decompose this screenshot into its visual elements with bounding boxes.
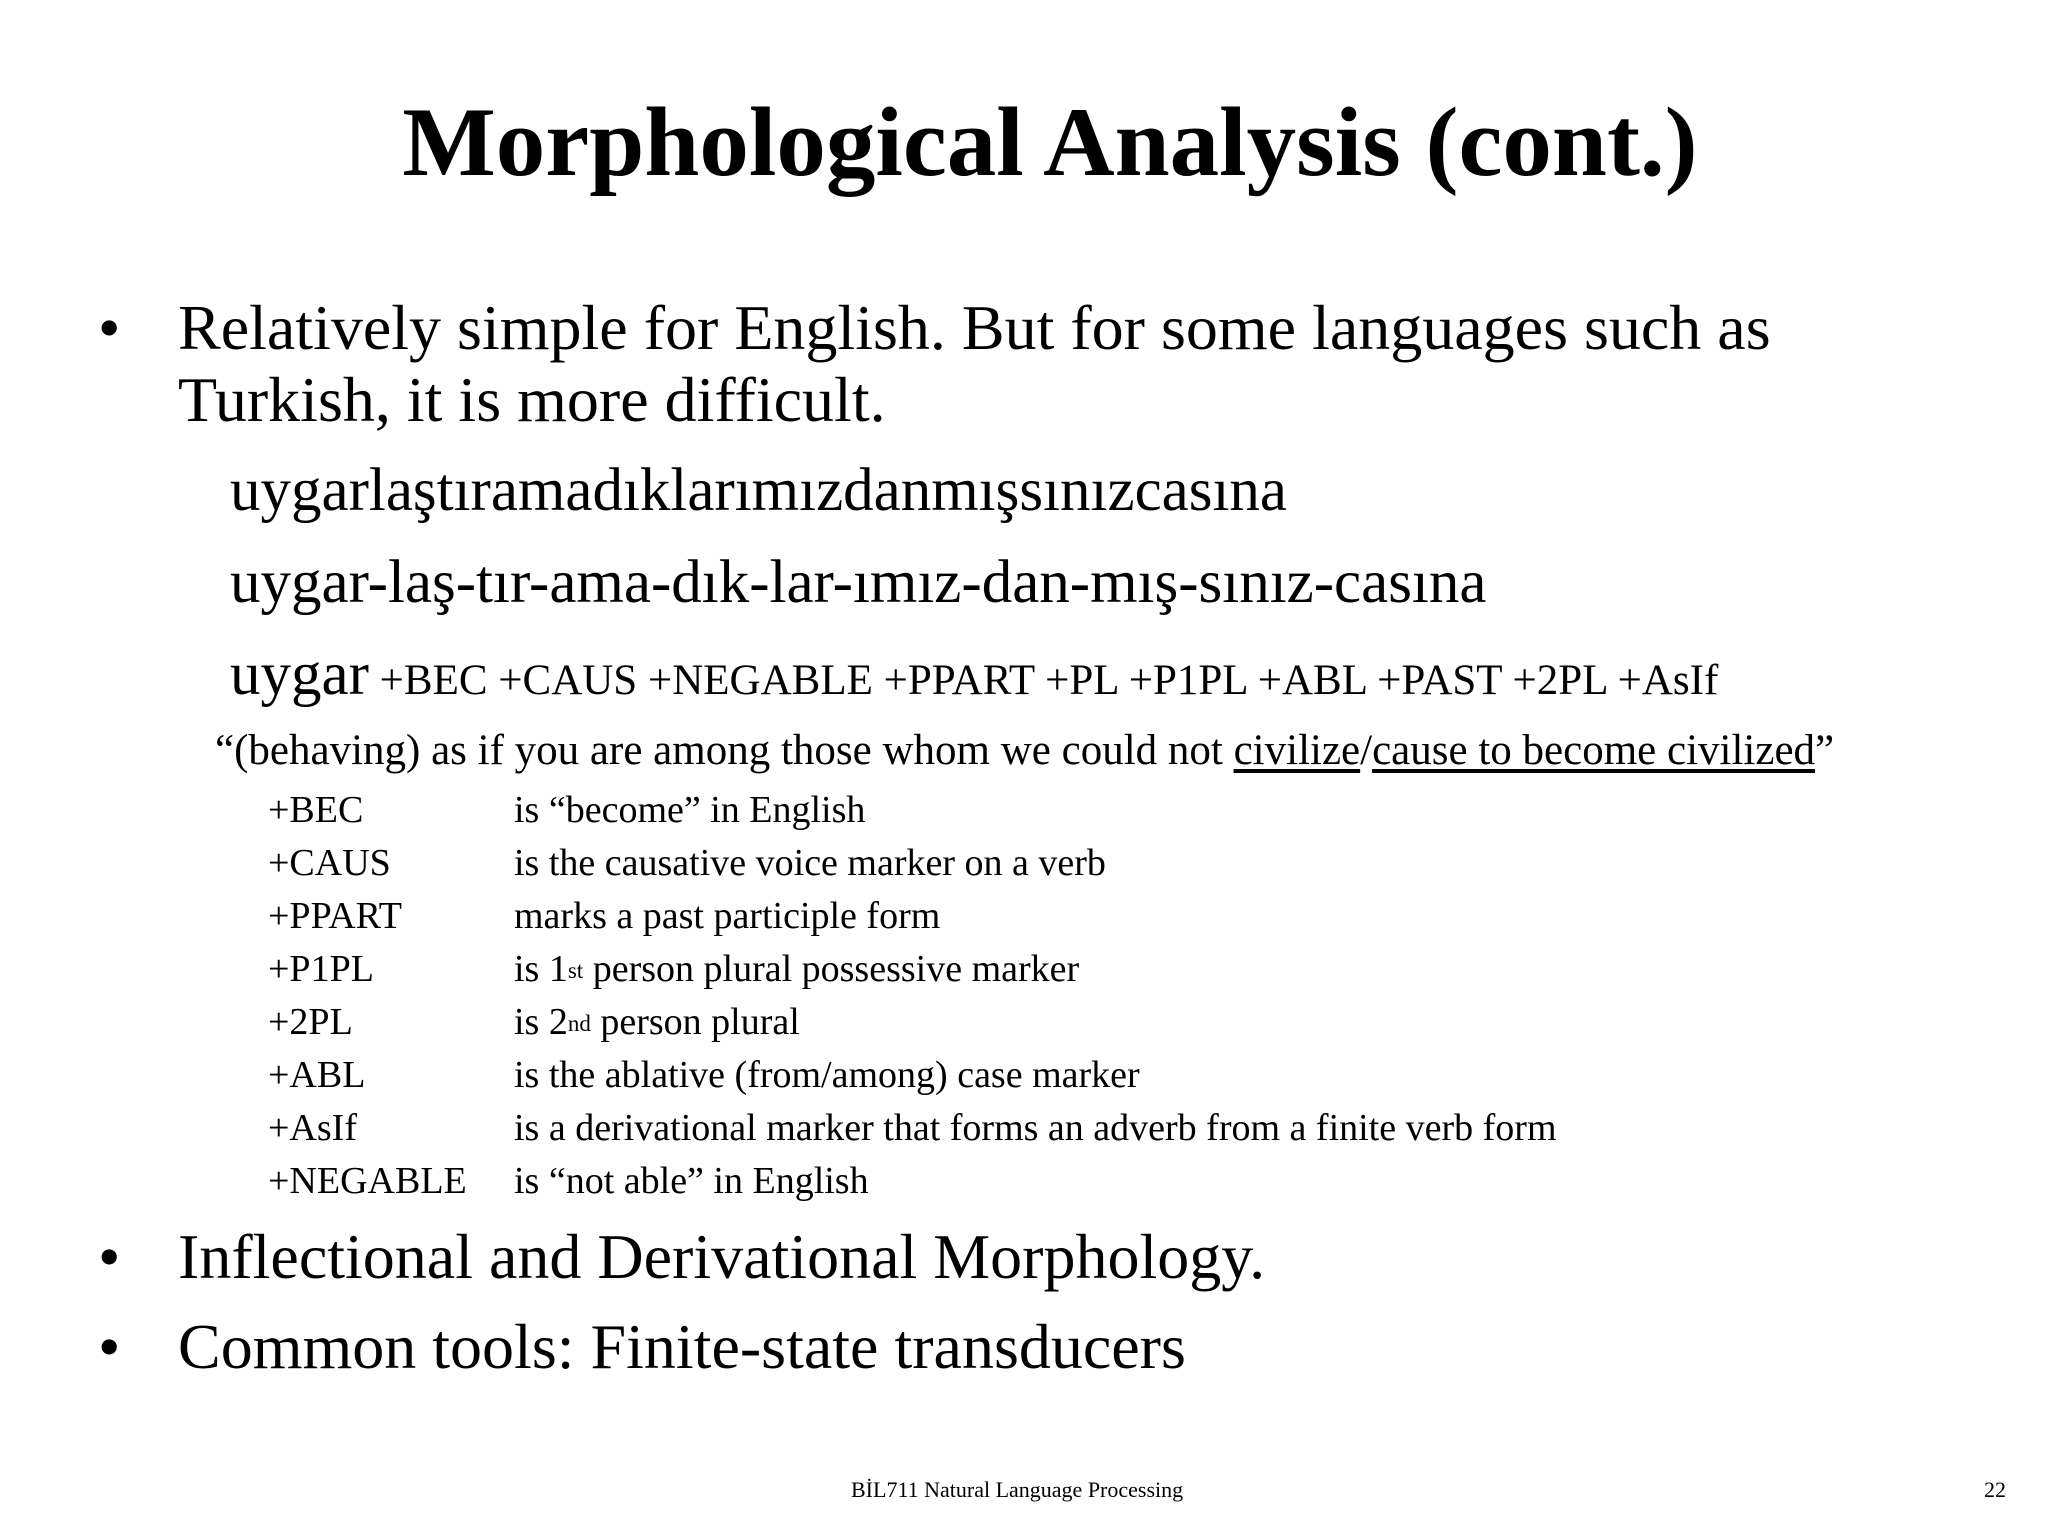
definition-desc: is “not able” in English: [514, 1160, 869, 1202]
gloss-underlined-civilize: civilize: [1233, 727, 1361, 774]
definition-desc: [514, 945, 1079, 993]
bullet-marker: •: [98, 292, 121, 363]
definition-tag: +NEGABLE: [268, 1160, 467, 1202]
desc-superscript: nd: [567, 1011, 591, 1036]
desc-superscript: st: [567, 958, 584, 983]
desc-post: person plural possessive marker: [583, 948, 1080, 990]
bullet-3-text: Common tools: Finite-state transducers: [178, 1311, 1186, 1382]
definition-tag: +CAUS: [268, 842, 391, 884]
definition-desc: is a derivational marker that forms an adverb from a finite verb form: [514, 1107, 1557, 1149]
definition-tag: +PPART: [268, 895, 402, 937]
example-gloss: [215, 726, 1834, 776]
bullet-1-line-1: Relatively simple for English. But for some languages such as: [178, 292, 1771, 363]
example-root: uygar: [230, 641, 369, 708]
bullet-2-text: Inflectional and Derivational Morphology.: [178, 1221, 1266, 1292]
definition-tag: +AsIf: [268, 1107, 357, 1149]
definition-tag: +2PL: [268, 1001, 353, 1043]
definition-tag: +P1PL: [268, 948, 374, 990]
bullet-1-line-2: Turkish, it is more difficult.: [178, 364, 886, 435]
footer-page-number: 22: [1984, 1477, 2006, 1502]
bullet-marker: •: [98, 1311, 121, 1382]
desc-pre: is 1: [514, 948, 568, 990]
desc-post: person plural: [590, 1001, 800, 1043]
definition-desc: is “become” in English: [514, 789, 866, 831]
slide-title: Morphological Analysis (cont.): [402, 88, 1698, 197]
definition-desc: marks a past participle form: [514, 895, 941, 937]
definition-tag: +ABL: [268, 1054, 366, 1096]
bullet-marker: •: [98, 1221, 121, 1292]
definition-desc: is the ablative (from/among) case marker: [514, 1054, 1140, 1096]
definition-desc: is the causative voice marker on a verb: [514, 842, 1106, 884]
definition-tag: +BEC: [268, 789, 364, 831]
desc-pre: is 2: [514, 1001, 568, 1043]
gloss-slash: /: [1360, 727, 1373, 774]
gloss-underlined-cause: cause to become civilized: [1372, 727, 1816, 774]
footer-course: BİL711 Natural Language Processing: [851, 1477, 1184, 1502]
definition-desc: [514, 998, 800, 1046]
gloss-suffix: ”: [1815, 727, 1835, 774]
example-segmented: uygar-laş-tır-ama-dık-lar-ımız-dan-mış-sınız-casına: [230, 549, 1487, 616]
example-word: uygarlaştıramadıklarımızdanmışsınızcasına: [230, 457, 1287, 524]
example-analysis: [230, 640, 1718, 716]
gloss-prefix: “(behaving) as if you are among those whom we could not: [215, 727, 1234, 774]
example-tags: +BEC +CAUS +NEGABLE +PPART +PL +P1PL +ABL +PAST +2PL +AsIf: [368, 657, 1719, 704]
